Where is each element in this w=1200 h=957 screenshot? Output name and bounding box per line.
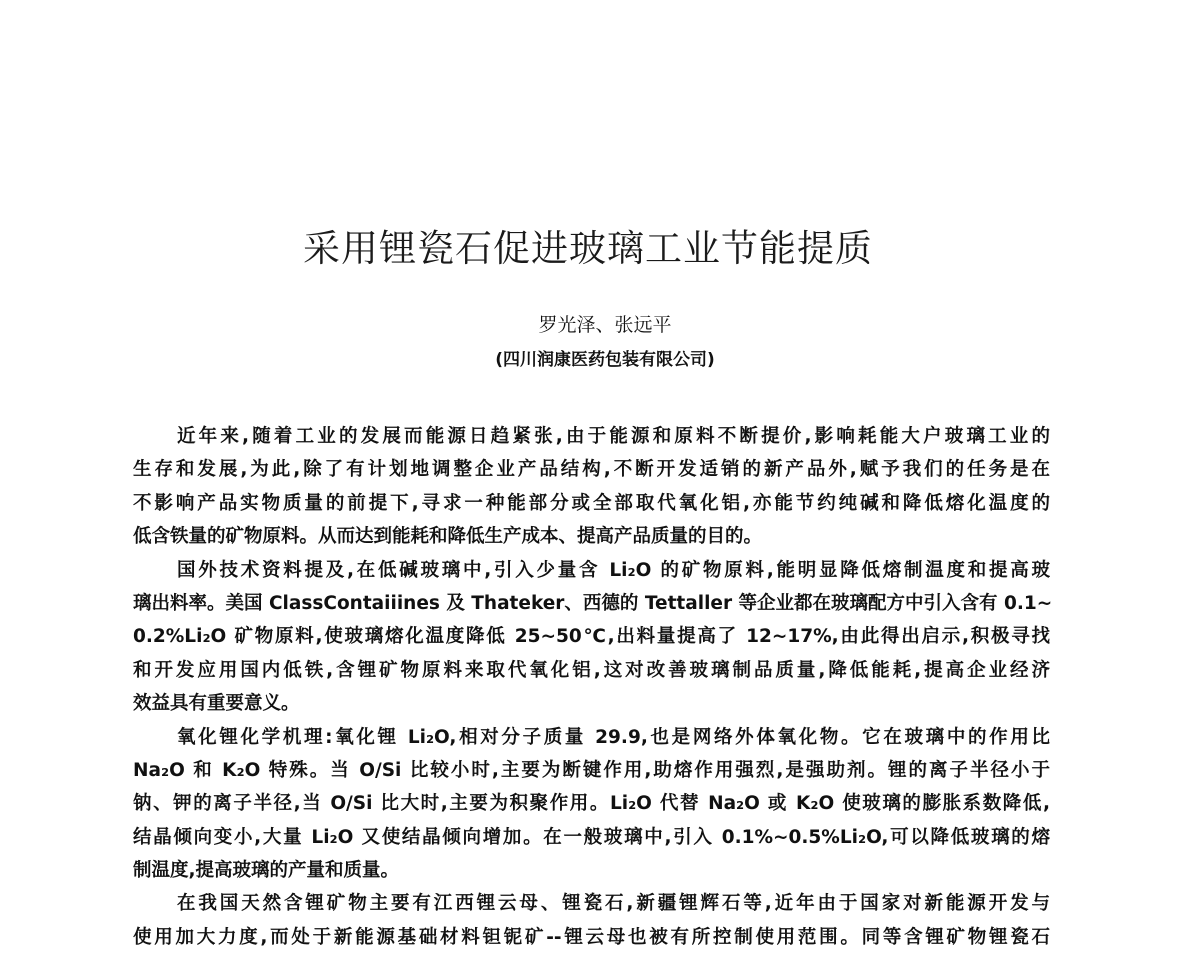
- text-line: 低含铁量的矿物原料。从而达到能耗和降低生产成本、提高产品质量的目的。: [133, 526, 763, 548]
- text-line: 使用加大力度,而处于新能源基础材料钽铌矿--锂云母也被有所控制使用范围。同等含锂矿物锂瓷石: [133, 926, 1050, 948]
- text-line: 不影响产品实物质量的前提下,寻求一种能部分或全部取代氧化铝,亦能节约纯碱和降低熔化温度的: [133, 492, 1050, 514]
- text-line: 在我国天然含锂矿物主要有江西锂云母、锂瓷石,新疆锂辉石等,近年由于国家对新能源开发与: [177, 893, 1050, 915]
- text-line: 生存和发展,为此,除了有计划地调整企业产品结构,不断开发适销的新产品外,赋予我们的任务是在: [133, 459, 1050, 481]
- body-text: [133, 423, 1053, 957]
- text-line: 结晶倾向变小,大量 Li₂O 又使结晶倾向增加。在一般玻璃中,引入 0.1%~0.5%Li₂O,可以降低玻璃的熔: [133, 826, 1050, 848]
- document-title: 采用锂瓷石促进玻璃工业节能提质: [303, 227, 873, 270]
- text-line: 和开发应用国内低铁,含锂矿物原料来取代氧化铝,这对改善玻璃制品质量,降低能耗,提高企业经济: [133, 659, 1050, 681]
- text-line: 璃出料率。美国 ClassContaiiines 及 Thateker、西德的 Tettaller 等企业都在玻璃配方中引入含有 0.1~: [133, 592, 1053, 614]
- authors: 罗光泽、张远平: [538, 314, 672, 336]
- text-line: 0.2%Li₂O 矿物原料,使玻璃熔化温度降低 25~50℃,出料量提高了 12~17%,由此得出启示,积极寻找: [133, 626, 1050, 648]
- text-line: 制温度,提高玻璃的产量和质量。: [133, 860, 400, 882]
- text-line: 效益具有重要意义。: [133, 693, 300, 715]
- text-line: 国外技术资料提及,在低碱玻璃中,引入少量含 Li₂O 的矿物原料,能明显降低熔制温度和提高玻: [177, 559, 1050, 581]
- text-line: 近年来,随着工业的发展而能源日趋紧张,由于能源和原料不断提价,影响耗能大户玻璃工业的: [177, 426, 1050, 447]
- affiliation: (四川润康医药包装有限公司): [495, 350, 715, 370]
- text-line: Na₂O 和 K₂O 特殊。当 O/Si 比较小时,主要为断键作用,助熔作用强烈,是强助剂。锂的离子半径小于: [133, 759, 1050, 781]
- text-line: 氧化锂化学机理:氧化锂 Li₂O,相对分子质量 29.9,也是网络外体氧化物。它在玻璃中的作用比: [177, 726, 1050, 748]
- text-line: 钠、钾的离子半径,当 O/Si 比大时,主要为积聚作用。Li₂O 代替 Na₂O 或 K₂O 使玻璃的膨胀系数降低,: [133, 793, 1050, 815]
